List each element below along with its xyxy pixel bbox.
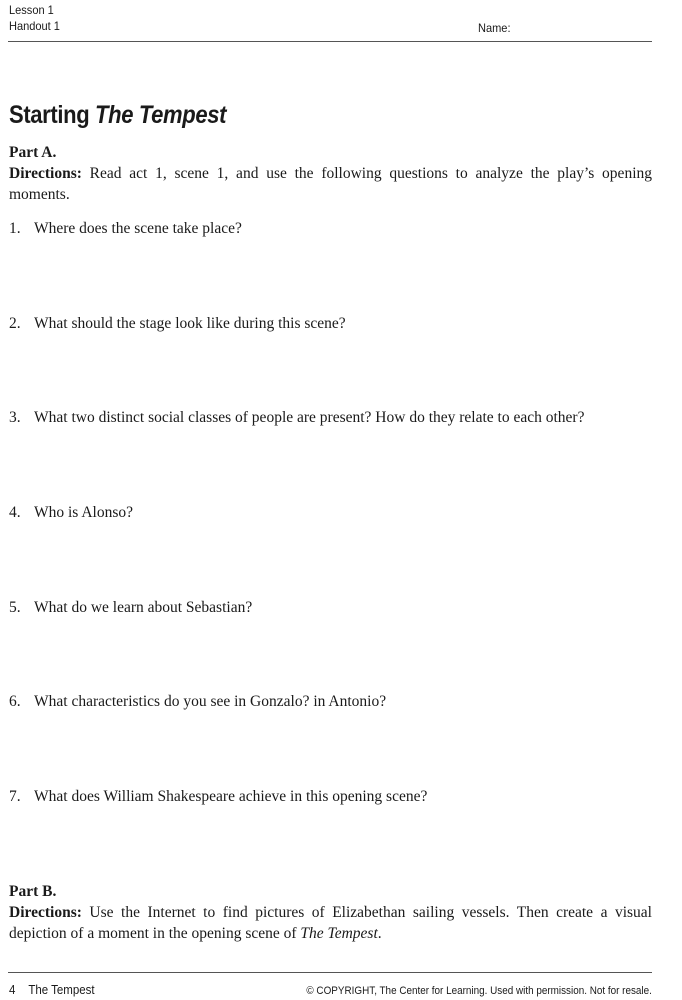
footer-book-title: The Tempest (28, 983, 95, 997)
footer-divider (8, 972, 652, 973)
part-a-directions (9, 163, 652, 205)
question-text: What does William Shakespeare achieve in this opening scene? (34, 788, 428, 805)
part-a-directions-label: Directions: (9, 165, 82, 182)
question-text: What characteristics do you see in Gonzalo? in Antonio? (34, 693, 387, 710)
question-number: 5. (9, 599, 21, 616)
part-a-section (9, 142, 652, 205)
part-b-directions (9, 902, 652, 944)
name-label: Name: (478, 21, 511, 35)
part-b-section (9, 881, 652, 944)
question-number: 1. (9, 220, 21, 237)
part-b-work-title: The Tempest (300, 925, 378, 942)
copyright-notice: © COPYRIGHT, The Center for Learning. Used with permission. Not for resale. (306, 985, 652, 997)
question-text: What do we learn about Sebastian? (34, 599, 253, 616)
question-text: Who is Alonso? (34, 504, 134, 521)
part-b-end: . (377, 925, 382, 942)
question-number: 7. (9, 788, 21, 805)
running-header (9, 2, 60, 34)
question-item (9, 407, 584, 428)
question-text: What two distinct social classes of people are present? How do they relate to each other? (34, 409, 585, 426)
question-item (9, 502, 133, 523)
title-work: The Tempest (95, 101, 227, 129)
question-number: 2. (9, 315, 21, 332)
question-item (9, 313, 346, 334)
handout-label: Handout 1 (9, 19, 60, 33)
lesson-label: Lesson 1 (9, 3, 54, 17)
question-item (9, 691, 386, 712)
question-text: Where does the scene take place? (34, 220, 242, 237)
question-item (9, 218, 242, 239)
question-number: 4. (9, 504, 21, 521)
footer-left (9, 982, 95, 998)
question-text: What should the stage look like during this scene? (34, 315, 346, 332)
part-b-directions-label: Directions: (9, 904, 82, 921)
question-number: 6. (9, 693, 21, 710)
part-a-heading: Part A. (9, 144, 57, 161)
page-title (9, 101, 226, 130)
part-b-directions-text: Use the Internet to find pictures of Elizabethan sailing vessels. Then create a visual depiction of a moment in the opening scene of (9, 904, 652, 942)
part-b-heading: Part B. (9, 883, 57, 900)
page-number: 4 (9, 983, 16, 997)
question-item (9, 597, 252, 618)
question-number: 3. (9, 409, 21, 426)
part-a-directions-text: Read act 1, scene 1, and use the following questions to analyze the play’s opening moments. (9, 165, 652, 203)
header-divider (8, 41, 652, 42)
question-item (9, 786, 427, 807)
title-prefix: Starting (9, 101, 96, 129)
